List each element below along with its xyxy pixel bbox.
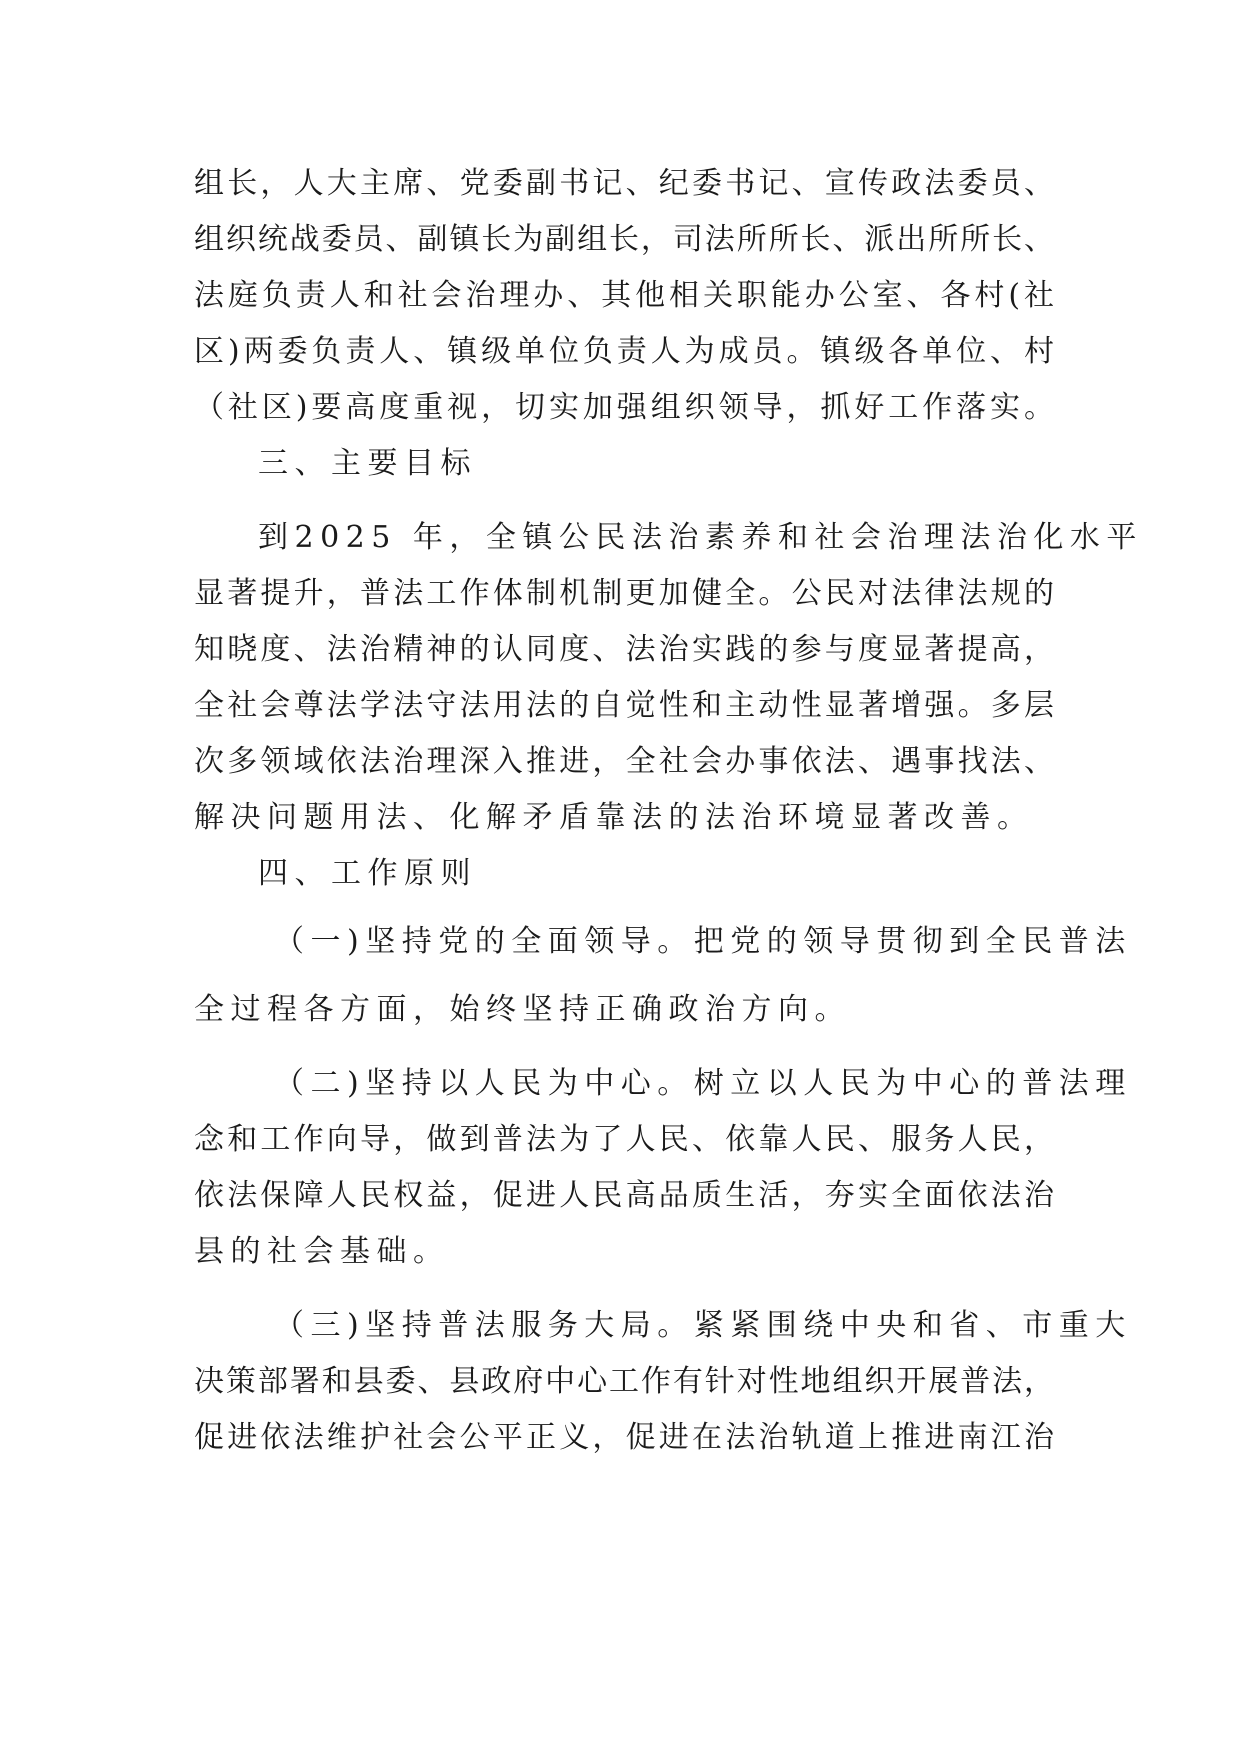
text-line: 全过程各方面，始终坚持正确政治方向。 xyxy=(194,992,851,1027)
paragraph-principle-people-centered xyxy=(194,1056,1132,1280)
paragraph-principle-party-leadership xyxy=(194,914,1132,1038)
text-line: 知晓度、法治精神的认同度、法治实践的参与度显著提高， xyxy=(194,632,1054,667)
text-line: （二)坚持以人民为中心。树立以人民为中心的普法理 xyxy=(274,1066,1132,1101)
text-line: 依法保障人民权益，促进人民高品质生活，夯实全面依法治 xyxy=(194,1178,1054,1213)
text-line: 解决问题用法、化解矛盾靠法的法治环境显著改善。 xyxy=(194,800,1034,835)
text-line: 法庭负责人和社会治理办、其他相关职能办公室、各村(社 xyxy=(194,278,1054,313)
text-line: 显著提升，普法工作体制机制更加健全。公民对法律法规的 xyxy=(194,576,1054,611)
text-line: （社区)要高度重视，切实加强组织领导，抓好工作落实。 xyxy=(194,390,1054,425)
paragraph-principle-serve-overall xyxy=(194,1298,1132,1466)
text-line: 到2025 年，全镇公民法治素养和社会治理法治化水平 xyxy=(258,520,1143,555)
text-line: （三)坚持普法服务大局。紧紧围绕中央和省、市重大 xyxy=(274,1308,1132,1343)
text-line: 全社会尊法学法守法用法的自觉性和主动性显著增强。多层 xyxy=(194,688,1054,723)
section-heading-main-goals: 三、主要目标 xyxy=(258,446,477,481)
text-line: 县的社会基础。 xyxy=(194,1234,450,1269)
text-line: 区)两委负责人、镇级单位负责人为成员。镇级各单位、村 xyxy=(194,334,1054,369)
paragraph-leadership-group xyxy=(194,156,1054,436)
text-line: 组织统战委员、副镇长为副组长，司法所所长、派出所所长、 xyxy=(194,222,1054,257)
text-line: （一)坚持党的全面领导。把党的领导贯彻到全民普法 xyxy=(274,924,1132,959)
text-line: 念和工作向导，做到普法为了人民、依靠人民、服务人民， xyxy=(194,1122,1054,1157)
text-line: 决策部署和县委、县政府中心工作有针对性地组织开展普法， xyxy=(194,1364,1054,1399)
text-line: 组长，人大主席、党委副书记、纪委书记、宣传政法委员、 xyxy=(194,166,1054,201)
text-line: 次多领域依法治理深入推进，全社会办事依法、遇事找法、 xyxy=(194,744,1054,779)
document-body xyxy=(194,156,1143,1466)
section-heading-work-principles: 四、工作原则 xyxy=(258,856,477,891)
text-line: 促进依法维护社会公平正义，促进在法治轨道上推进南江治 xyxy=(194,1420,1054,1455)
paragraph-main-goals xyxy=(194,510,1143,846)
